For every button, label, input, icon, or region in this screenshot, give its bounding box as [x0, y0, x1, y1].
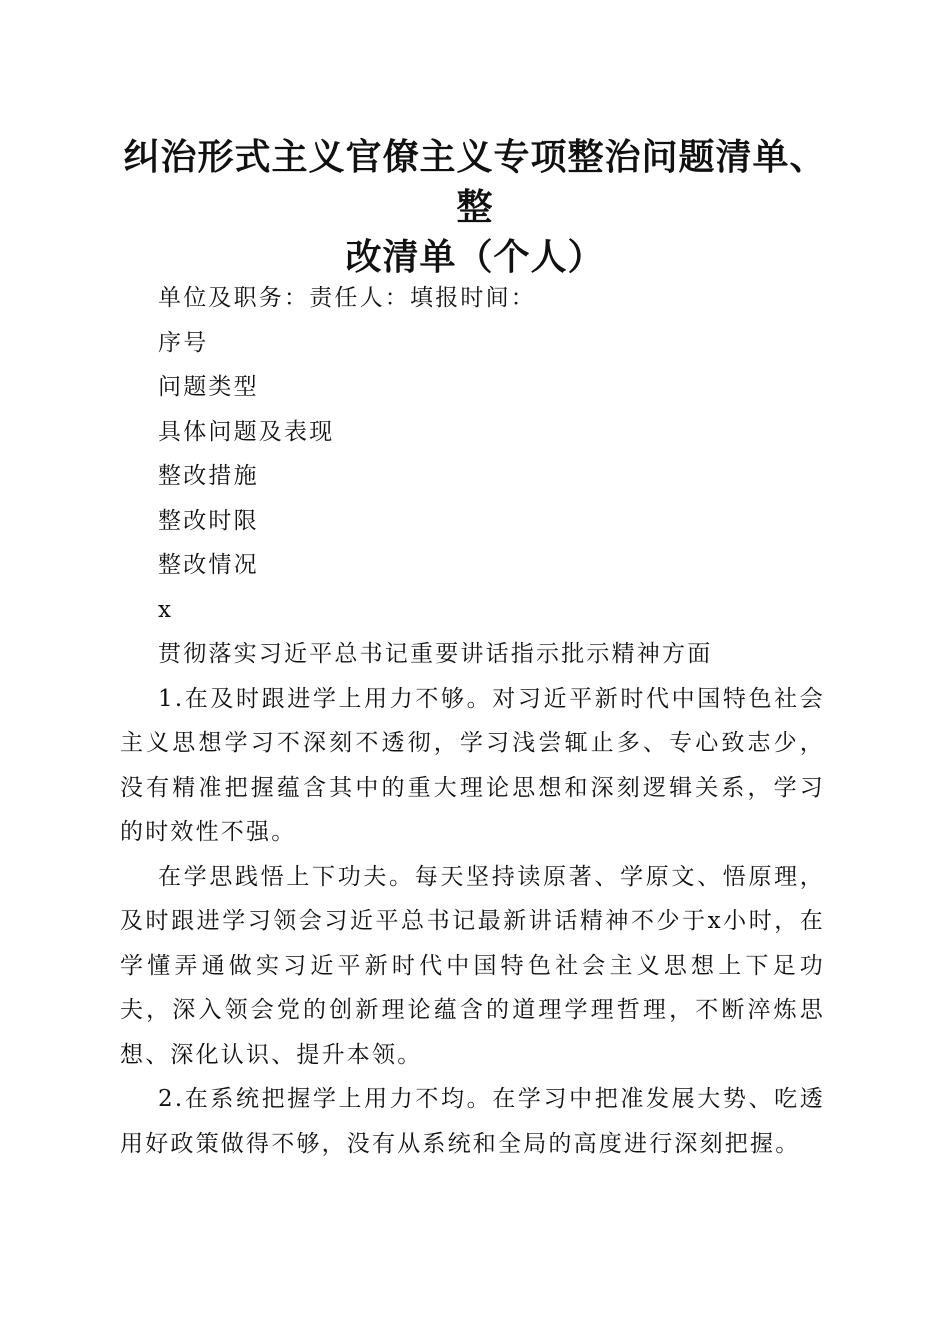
column-problem-details: 具体问题及表现 [158, 418, 335, 445]
column-serial-number: 序号 [158, 329, 209, 356]
document-title [110, 132, 840, 282]
column-rectification-status: 整改情况 [158, 552, 259, 578]
column-rectification-measures: 整改措施 [158, 463, 259, 489]
document-body [120, 276, 825, 1166]
title-line-2: 改清单（个人） [345, 236, 605, 278]
header-fields: 单位及职务：责任人：填报时间： [158, 285, 536, 311]
paragraph-problem-1: 1.在及时跟进学上用力不够。对习近平新时代中国特色社会主义思想学习不深刻不透彻，学习浅尝辄止多、专心致志少，没有精准把握蕴含其中的重大理论思想和深刻逻辑关系，学习的时效性不强。 [120, 685, 825, 845]
paragraph-problem-2: 2.在系统把握学上用力不均。在学习中把准发展大势、吃透用好政策做得不够，没有从系统和全局的高度进行深刻把握。 [120, 1086, 825, 1157]
column-problem-type: 问题类型 [158, 374, 259, 400]
paragraph-measure-1: 在学思践悟上下功夫。每天坚持读原著、学原文、悟原理，及时跟进学习领会习近平总书记最新讲话精神不少于x小时，在学懂弄通做实习近平新时代中国特色社会主义思想上下足功夫，深入领会党的创新理论蕴含的道理学理哲理，不断淬炼思想、深化认识、提升本领。 [120, 863, 825, 1068]
serial-value: x [158, 596, 174, 623]
section-heading: 贯彻落实习近平总书记重要讲话指示批示精神方面 [158, 641, 713, 667]
column-rectification-deadline: 整改时限 [158, 507, 259, 534]
title-line-1: 纠治形式主义官僚主义专项整治问题清单、整 [123, 136, 827, 228]
